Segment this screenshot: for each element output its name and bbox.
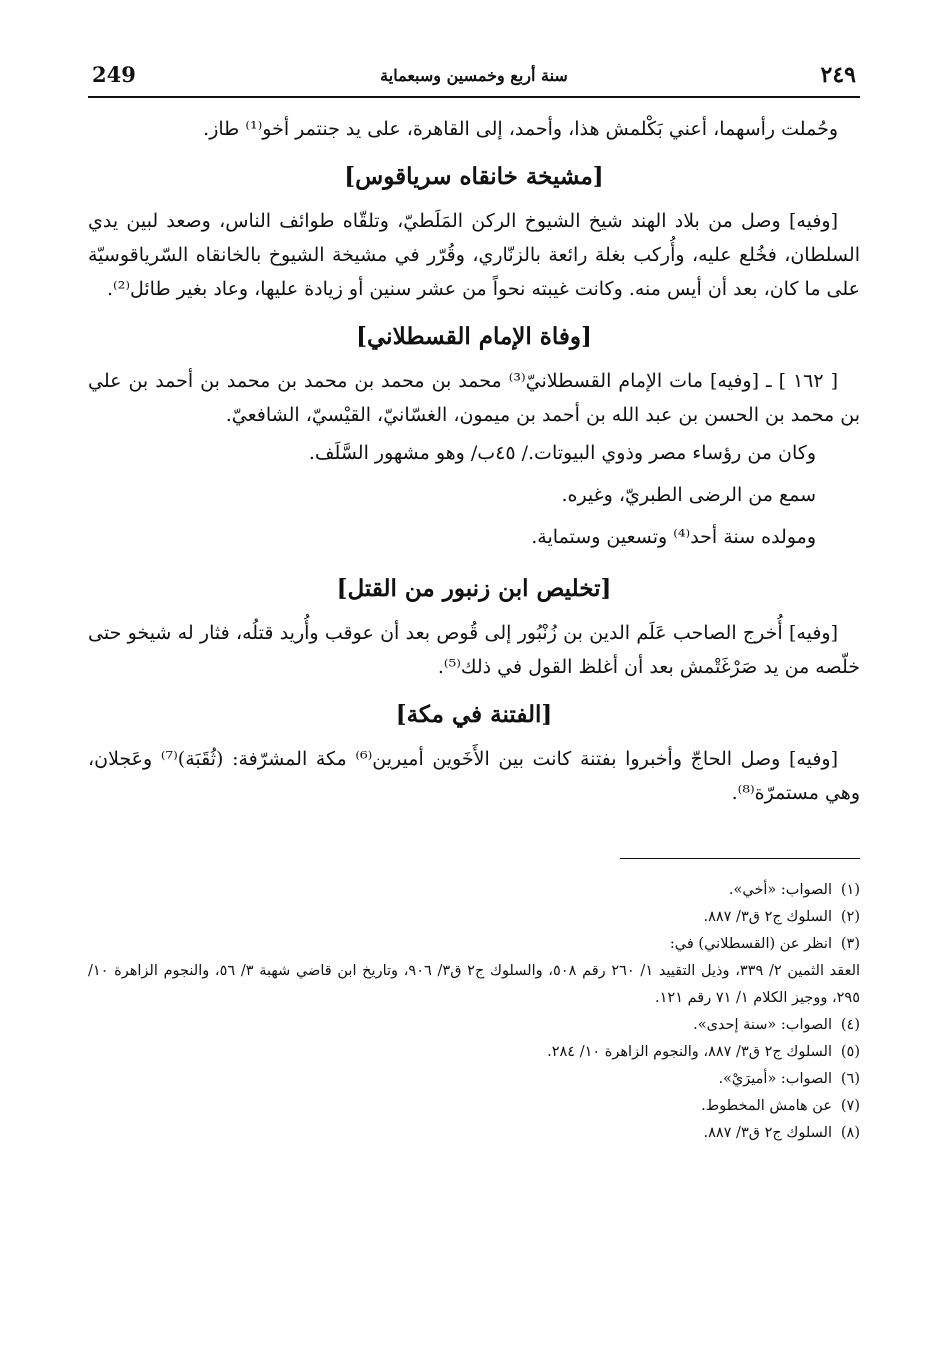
- sub-line: ومولده سنة أحد⁽⁴⁾ وتسعين وستماية.: [531, 526, 816, 548]
- running-header: [88, 56, 860, 98]
- footnote: [88, 877, 860, 904]
- footnote-number: (٨): [840, 1125, 860, 1141]
- running-title: سنة أربع وخمسين وسبعماية: [380, 66, 568, 85]
- footnote: [88, 1012, 860, 1039]
- footnotes: [88, 877, 860, 1147]
- footnote: [88, 1066, 860, 1093]
- footnote-text: الصواب: «سنة إحدى».: [693, 1017, 832, 1033]
- paragraph: [وفيه] وصل الحاجّ وأخبروا بفتنة كانت بين الأَخَوين أميرين⁽⁶⁾ مكة المشرّفة: (ثُقَبَة)⁽⁷⁾ وعَجلان، وهي مستمرّة⁽⁸⁾.: [88, 748, 860, 804]
- sub-line: وكان من رؤساء مصر وذوي البيوتات./ ٤٥ب/ وهو مشهور السَّلَف.: [308, 442, 816, 464]
- page: [88, 56, 860, 1356]
- footnote-continuation: العقد الثمين ٢/ ٣٣٩، وذيل التقييد ١/ ٢٦٠ رقم ٥٠٨، والسلوك ج٢ ق٣/ ٩٠٦، وتاريخ ابن قاضي شهبة ٣/ ٥٦، والنجوم الزاهرة ١٠/ ٢٩٥، ووجيز الكلام ١/ ٧١ رقم ١٢١.: [88, 963, 861, 1006]
- section-heading: [وفاة الإمام القسطلاني]: [356, 323, 592, 350]
- main-text: [88, 112, 860, 810]
- footnote-number: (٧): [840, 1098, 860, 1114]
- footnote-number: (١): [840, 882, 860, 898]
- paragraph: [ ١٦٢ ] ـ [وفيه] مات الإمام القسطلانيّ⁽³⁾ محمد بن محمد بن محمد بن محمد بن أحمد بن علي بن محمد بن الحسن بن عبد الله بن أحمد بن ميمون، الغسّانيّ، القيْسيّ، الشافعيّ.: [88, 370, 860, 426]
- page-number-latin: 249: [92, 62, 136, 87]
- footnote-text: السلوك ج٢ ق٣/ ٨٨٧، والنجوم الزاهرة ١٠/ ٢٨٤.: [547, 1044, 832, 1060]
- intro-paragraph: وحُملت رأسهما، أعني بَكْلمش هذا، وأحمد، إلى القاهرة، على يد جنتمر أخو⁽¹⁾ طاز.: [203, 118, 838, 140]
- section-heading: [مشيخة خانقاه سرياقوس]: [344, 163, 604, 190]
- footnote: [88, 1120, 860, 1147]
- footnote-text: السلوك ج٢ ق٣/ ٨٨٧.: [703, 909, 832, 925]
- section-heading: [تخليص ابن زنبور من القتل]: [336, 575, 612, 602]
- page-number-arabic: ٢٤٩: [820, 62, 856, 88]
- footnote-number: (٦): [840, 1071, 860, 1087]
- paragraph: [وفيه] أُخرج الصاحب عَلَم الدين بن زُنْبُور إلى قُوص بعد أن عوقب وأُريد قتلُه، فثار له شيخو حتى خلّصه من يد صَرْغَتْمش بعد أن أغلظ القول في ذلك⁽⁵⁾.: [88, 622, 860, 678]
- footnote-text: السلوك ج٢ ق٣/ ٨٨٧.: [703, 1125, 832, 1141]
- footnote-text: الصواب: «أميرَيْ».: [718, 1071, 832, 1087]
- paragraph: [وفيه] وصل من بلاد الهند شيخ الشيوخ الركن المَلَطيّ، وتلقّاه طوائف الناس، وصعد لبين يدي السلطان، فخُلع عليه، وأُركب بغلة رائعة بالزنّاري، وقُرّر في مشيخة الشيوخ بالخانقاه السّرياقوسيّة على ما كان، بعد أن أيس منه. وكانت غيبته نحواً من عشر سنين أو زيادة عليها، وعاد بغير طائل⁽²⁾.: [88, 210, 860, 300]
- footnote-divider: [620, 858, 860, 859]
- footnote-text: الصواب: «أخي».: [728, 882, 832, 898]
- section-heading: [الفتنة في مكة]: [395, 701, 553, 728]
- footnote: [88, 1093, 860, 1120]
- footnote: [88, 1039, 860, 1066]
- footnote-number: (٤): [840, 1017, 860, 1033]
- footnote: [88, 904, 860, 931]
- sub-line: سمع من الرضى الطبريّ، وغيره.: [561, 484, 816, 506]
- footnote-number: (٢): [840, 909, 860, 925]
- footnote-number: (٣): [840, 936, 860, 952]
- footnote: [88, 931, 860, 958]
- footnote-text: انظر عن (القسطلاني) في:: [669, 936, 832, 952]
- footnote-number: (٥): [840, 1044, 860, 1060]
- footnote-text: عن هامش المخطوط.: [701, 1098, 832, 1114]
